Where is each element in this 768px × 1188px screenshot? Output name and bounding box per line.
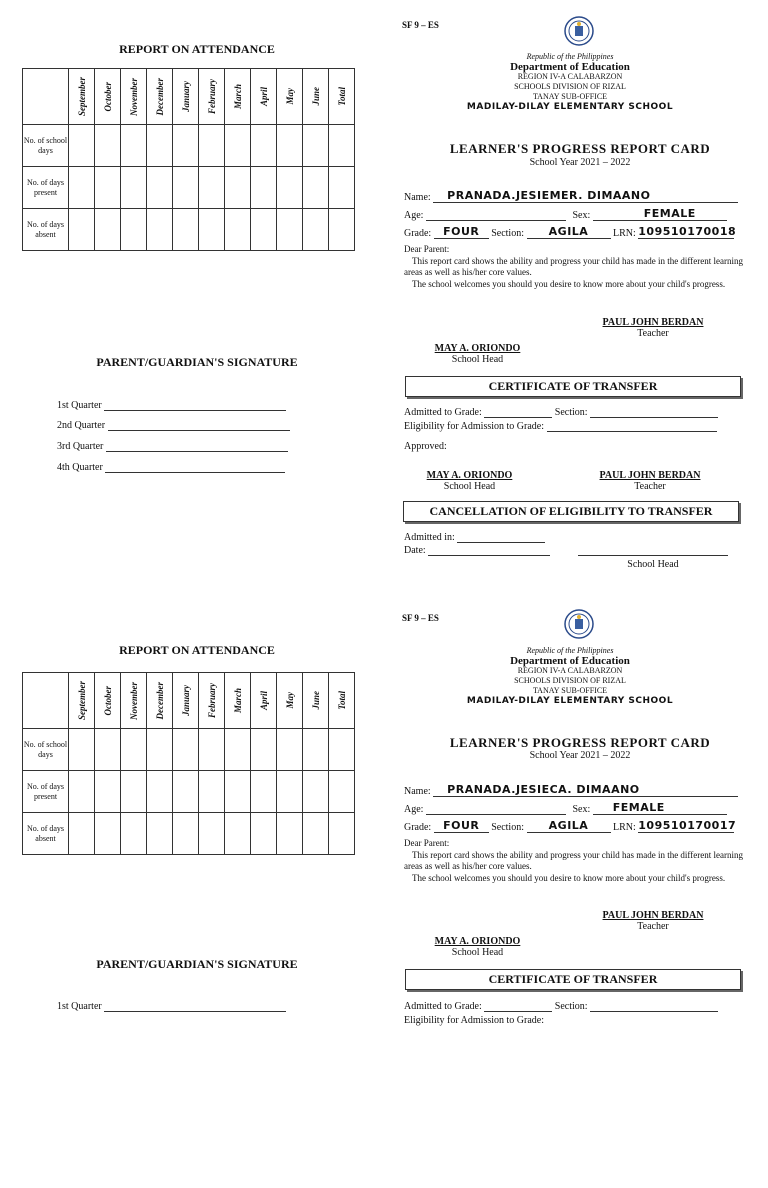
learner-section[interactable]: AGILA: [527, 225, 611, 239]
head-signature: [420, 936, 535, 958]
age-sex-field: Age: Sex: FEMALE: [404, 801, 727, 815]
grade-section-lrn-field: Grade: FOUR Section: AGILA LRN: 109510170017: [404, 819, 737, 833]
learner-sex[interactable]: FEMALE: [593, 801, 727, 815]
month-header: April: [251, 673, 277, 729]
admitted-section-input[interactable]: [590, 417, 718, 418]
learner-sex[interactable]: FEMALE: [593, 207, 727, 221]
month-header: June: [303, 673, 329, 729]
attendance-row: [23, 167, 355, 209]
month-header: April: [251, 69, 277, 125]
cancellation-title: CANCELLATION OF ELIGIBILITY TO TRANSFER: [403, 501, 739, 522]
republic-label: Republic of the Philippines: [526, 52, 614, 61]
admitted-grade-field: Admitted to Grade: Section:: [404, 407, 718, 418]
head-name: MAY A. ORIONDO: [426, 470, 513, 481]
transfer-head-signature: [412, 470, 527, 492]
month-header: March: [225, 673, 251, 729]
learner-age[interactable]: [426, 803, 566, 815]
eligibility-input[interactable]: [547, 431, 717, 432]
signature-line[interactable]: [108, 430, 290, 431]
attendance-row: [23, 771, 355, 813]
school-header: [440, 52, 700, 112]
school-header: [440, 646, 700, 706]
attendance-row-label: No. of school days: [23, 729, 69, 771]
certificate-of-transfer-title: CERTIFICATE OF TRANSFER: [405, 376, 741, 397]
certificate-of-transfer-title: CERTIFICATE OF TRANSFER: [405, 969, 741, 990]
division-label: SCHOOLS DIVISION OF RIZAL: [514, 676, 626, 685]
learner-name[interactable]: PRANADA.JESIEMER. DIMAANO: [433, 189, 738, 203]
attendance-corner-cell: [23, 69, 69, 125]
admitted-grade-field: Admitted to Grade: Section:: [404, 1001, 718, 1012]
name-field: Name: PRANADA.JESIECA. DIMAANO: [404, 783, 738, 797]
quarter-signature: 1st Quarter: [57, 1001, 286, 1012]
letter-paragraph-2: The school welcomes you should you desire to know more about your child's progress.: [412, 278, 726, 289]
signature-line[interactable]: [105, 472, 285, 473]
learner-lrn[interactable]: 109510170017: [638, 819, 737, 832]
month-header: June: [303, 69, 329, 125]
deped-seal-icon: [564, 16, 594, 46]
quarter-signature: 4th Quarter: [57, 462, 285, 473]
head-signature: [420, 343, 535, 365]
deped-seal-icon: [564, 609, 594, 639]
attendance-header-row: [23, 69, 355, 125]
learner-grade[interactable]: FOUR: [434, 225, 489, 239]
date-field: Date:: [404, 545, 550, 556]
month-header: January: [173, 69, 199, 125]
transfer-teacher-signature: [575, 470, 725, 492]
teacher-signature: [578, 317, 728, 339]
school-name: MADILAY-DILAY ELEMENTARY SCHOOL: [466, 696, 674, 706]
teacher-role: Teacher: [634, 481, 666, 492]
month-header: September: [69, 69, 95, 125]
month-header: November: [121, 673, 147, 729]
attendance-row-label: No. of days absent: [23, 813, 69, 855]
letter-paragraph-1: This report card shows the ability and progress your child has made in the different learning areas as well as his/her core values.: [404, 849, 743, 871]
division-label: SCHOOLS DIVISION OF RIZAL: [514, 82, 626, 91]
head-role: School Head: [451, 947, 504, 958]
cancellation-school-head: School Head: [627, 559, 679, 570]
attendance-row: [23, 729, 355, 771]
report-card-title: LEARNER'S PROGRESS REPORT CARD: [449, 141, 711, 156]
attendance-table: [22, 672, 355, 855]
region-label: REGION IV-A CALABARZON: [517, 72, 623, 81]
admitted-in-input[interactable]: [457, 542, 545, 543]
age-sex-field: Age: Sex: FEMALE: [404, 207, 727, 221]
teacher-name: PAUL JOHN BERDAN: [602, 910, 704, 921]
approved-label: Approved:: [404, 441, 447, 452]
republic-label: Republic of the Philippines: [526, 646, 614, 655]
month-header: Total: [329, 673, 355, 729]
attendance-row: [23, 813, 355, 855]
month-header: September: [69, 673, 95, 729]
letter-greeting: Dear Parent:: [404, 244, 450, 254]
attendance-row-label: No. of days present: [23, 771, 69, 813]
deped-label: Department of Education: [510, 61, 630, 73]
month-header: December: [147, 69, 173, 125]
parent-signature-title: PARENT/GUARDIAN'S SIGNATURE: [96, 355, 298, 369]
attendance-title: REPORT ON ATTENDANCE: [119, 643, 275, 657]
learner-name[interactable]: PRANADA.JESIECA. DIMAANO: [433, 783, 738, 797]
admitted-in-field: Admitted in:: [404, 532, 545, 543]
admitted-grade-input[interactable]: [484, 417, 552, 418]
attendance-row-label: No. of school days: [23, 125, 69, 167]
signature-line[interactable]: [106, 451, 288, 452]
name-field: Name: PRANADA.JESIEMER. DIMAANO: [404, 189, 738, 203]
teacher-role: Teacher: [637, 921, 669, 932]
school-year: School Year 2021 – 2022: [529, 157, 631, 168]
region-label: REGION IV-A CALABARZON: [517, 666, 623, 675]
eligibility-field: Eligibility for Admission to Grade:: [404, 421, 717, 432]
parent-letter: [404, 244, 744, 290]
report-card-title: LEARNER'S PROGRESS REPORT CARD: [449, 735, 711, 750]
school-year: School Year 2021 – 2022: [529, 750, 631, 761]
attendance-title: REPORT ON ATTENDANCE: [119, 42, 275, 56]
learner-section[interactable]: AGILA: [527, 819, 611, 833]
suboffice-label: TANAY SUB-OFFICE: [532, 92, 608, 101]
admitted-grade-input[interactable]: [484, 1011, 552, 1012]
month-header: October: [95, 69, 121, 125]
signature-line[interactable]: [104, 1011, 286, 1012]
teacher-role: Teacher: [637, 328, 669, 339]
attendance-table: [22, 68, 355, 251]
month-header: Total: [329, 69, 355, 125]
school-name: MADILAY-DILAY ELEMENTARY SCHOOL: [466, 102, 674, 112]
grade-section-lrn-field: Grade: FOUR Section: AGILA LRN: 109510170018: [404, 225, 737, 239]
letter-paragraph-1: This report card shows the ability and progress your child has made in the different learning areas as well as his/her core values.: [404, 255, 743, 277]
letter-greeting: Dear Parent:: [404, 838, 450, 848]
month-header: March: [225, 69, 251, 125]
quarter-signature: 3rd Quarter: [57, 441, 288, 452]
month-header: February: [199, 673, 225, 729]
learner-lrn[interactable]: 109510170018: [638, 225, 737, 238]
signature-line[interactable]: [104, 410, 286, 411]
month-header: January: [173, 673, 199, 729]
month-header: November: [121, 69, 147, 125]
head-name: MAY A. ORIONDO: [434, 936, 521, 947]
month-header: February: [199, 69, 225, 125]
admitted-section-input[interactable]: [590, 1011, 718, 1012]
attendance-row: [23, 125, 355, 167]
learner-grade[interactable]: FOUR: [434, 819, 489, 833]
date-input[interactable]: [428, 555, 550, 556]
month-header: May: [277, 69, 303, 125]
attendance-row-label: No. of days absent: [23, 209, 69, 251]
parent-letter: [404, 838, 744, 884]
attendance-row: [23, 209, 355, 251]
quarter-signature: 1st Quarter: [57, 400, 286, 411]
cancellation-signature-line[interactable]: [578, 555, 728, 556]
month-header: December: [147, 673, 173, 729]
letter-paragraph-2: The school welcomes you should you desire to know more about your child's progress.: [412, 872, 726, 883]
learner-age[interactable]: [426, 209, 566, 221]
month-header: October: [95, 673, 121, 729]
attendance-corner-cell: [23, 673, 69, 729]
attendance-header-row: [23, 673, 355, 729]
head-name: MAY A. ORIONDO: [434, 343, 521, 354]
parent-signature-title: PARENT/GUARDIAN'S SIGNATURE: [96, 957, 298, 971]
teacher-name: PAUL JOHN BERDAN: [602, 317, 704, 328]
head-role: School Head: [451, 354, 504, 365]
suboffice-label: TANAY SUB-OFFICE: [532, 686, 608, 695]
attendance-row-label: No. of days present: [23, 167, 69, 209]
teacher-name: PAUL JOHN BERDAN: [599, 470, 701, 481]
report-card-2: [0, 594, 768, 1188]
head-role: School Head: [443, 481, 496, 492]
deped-label: Department of Education: [510, 655, 630, 667]
form-code: SF 9 – ES: [402, 613, 439, 623]
form-code: SF 9 – ES: [402, 20, 439, 30]
month-header: May: [277, 673, 303, 729]
teacher-signature: [578, 910, 728, 932]
quarter-signature: 2nd Quarter: [57, 420, 290, 431]
eligibility-field: Eligibility for Admission to Grade:: [404, 1015, 544, 1026]
